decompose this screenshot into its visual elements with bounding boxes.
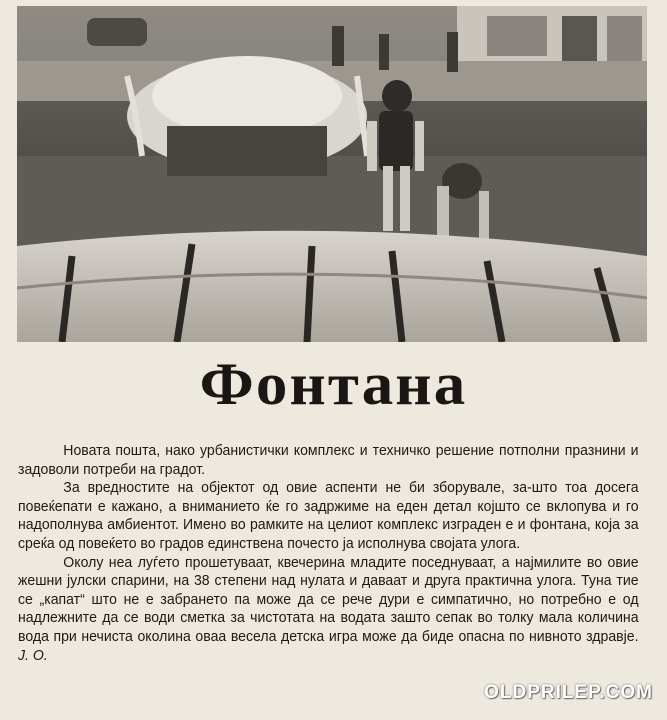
fountain-photo [17, 6, 647, 342]
site-watermark: OLDPRILEP.COM [484, 682, 653, 703]
article-paragraph: За вредностите на објектот од овие аспенти не би зборувале, за-што тоа досега повеќепати е кажано, а вниманието ќе го задржиме на еден детал којшто се вклопува и го надополнува амбиентот. Имено во рамките на целиот комплекс изграден е и фонтана, која за среќа од повеќето во градов единствена почесто ја исполнува својата улога. [18, 480, 639, 552]
article-paragraph-text: Околу неа луѓето прошетуваат, квечерина младите поседнуваат, а најмилите во овие жешни јулски спарини, на 38 степени над нулата и даваат и друга практична улога. Туна тие се „капат“ што не е забрането па може да се рече дури е симпатично, но потребно е од надлежните да се води сметка за чистотата на водата зашто сепак во толку мала количина вода при нечиста околина оваа весела детска игра може да биде опасна по нивното здравје. [18, 554, 639, 645]
article-paragraph [18, 554, 639, 666]
article-headline: Фонтана [199, 351, 468, 417]
author-signature: J. О. [18, 647, 48, 664]
article-paragraph: Новата пошта, нако урбанистички комплекс и техничко решение потполни празнини и задоволи потреби на градот. [18, 443, 639, 478]
article-body [18, 442, 639, 665]
